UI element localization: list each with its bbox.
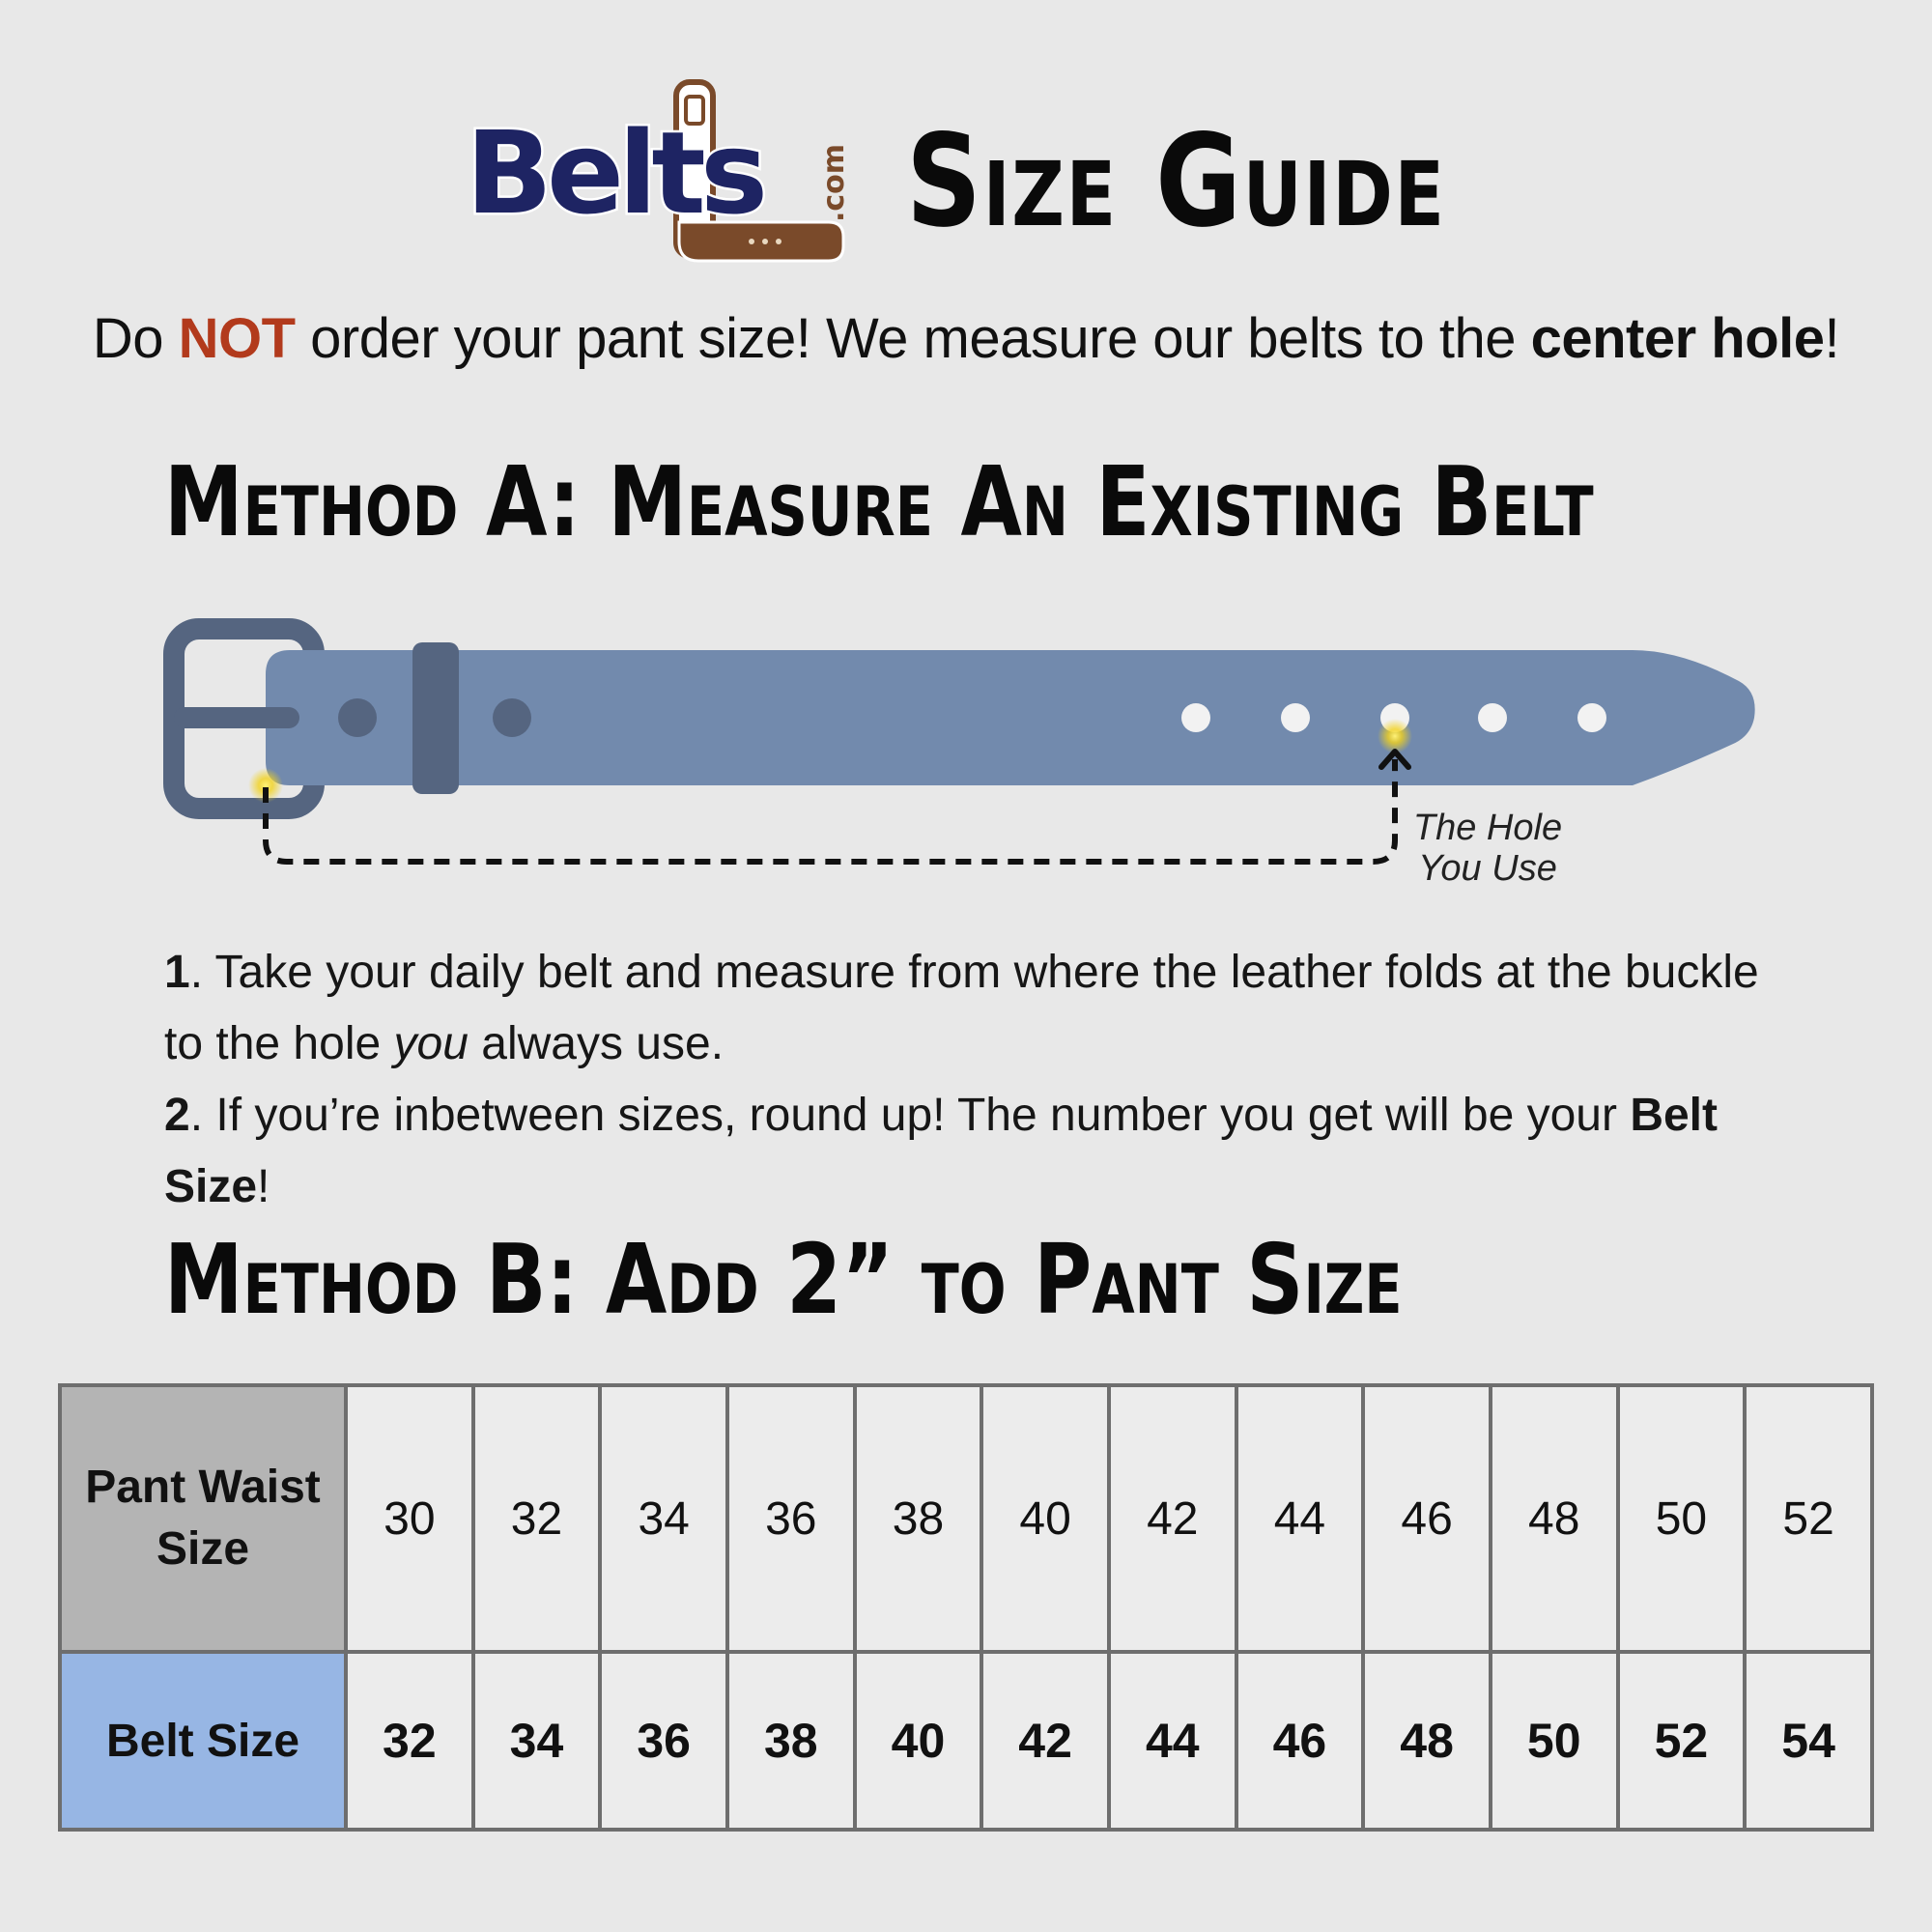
notice-text-2: order your pant size! We measure our belts to the: [295, 307, 1531, 370]
belt-size-cell: 52: [1618, 1652, 1746, 1830]
step-number: 1: [164, 947, 190, 998]
belt-size-cell: 54: [1745, 1652, 1872, 1830]
notice-text-1: Do: [92, 307, 179, 370]
notice-text-3: !: [1824, 307, 1840, 370]
fold-hole: [493, 698, 531, 737]
belt-size-cell: 34: [473, 1652, 601, 1830]
method-a-title: Method A: Measure An Existing Belt: [164, 445, 1594, 558]
step-text: Take your daily belt and measure from where the leather folds at the buckle to the hole: [164, 947, 1759, 1069]
hole-label: [1410, 808, 1565, 889]
pant-size-cell: 36: [727, 1385, 855, 1652]
belt-size-cell: 44: [1109, 1652, 1236, 1830]
belt-size-cell: 32: [346, 1652, 473, 1830]
step-italic: you: [393, 1018, 469, 1069]
svg-text:.com: .com: [817, 143, 851, 222]
header: [0, 68, 1932, 280]
fold-hole: [338, 698, 377, 737]
belt-size-row: [60, 1652, 1872, 1830]
belt-hole: [1577, 703, 1606, 732]
pant-size-cell: 40: [981, 1385, 1109, 1652]
belt-strap: [266, 650, 1755, 785]
step-text: !: [257, 1161, 270, 1212]
step-number: 2: [164, 1090, 190, 1141]
pant-size-cell: 34: [600, 1385, 727, 1652]
hole-point-marker: [1378, 719, 1412, 753]
belt-size-cell: 50: [1491, 1652, 1618, 1830]
sizing-notice: [0, 305, 1932, 373]
method-a-steps: [164, 937, 1806, 1223]
size-table: [58, 1383, 1874, 1832]
pant-size-row: [60, 1385, 1872, 1652]
method-b-title: Method B: Add 2” to Pant Size: [164, 1223, 1403, 1336]
pant-size-cell: 32: [473, 1385, 601, 1652]
belt-size-cell: 42: [981, 1652, 1109, 1830]
svg-text:Belts: Belts: [466, 106, 763, 240]
step-2: 2. If you’re inbetween sizes, round up! The number you get will be your Belt Size!: [164, 1090, 1718, 1212]
belt-hole: [1281, 703, 1310, 732]
belt-keeper: [412, 642, 459, 794]
pant-size-cell: 42: [1109, 1385, 1236, 1652]
step-text: always use.: [468, 1018, 724, 1069]
pant-size-cell: 52: [1745, 1385, 1872, 1652]
belt-size-header: Belt Size: [60, 1652, 346, 1830]
pant-size-cell: 30: [346, 1385, 473, 1652]
belt-hole: [1181, 703, 1210, 732]
hole-label-line1: The Hole: [1412, 808, 1563, 848]
belt-diagram: [0, 599, 1932, 918]
belt-size-cell: 36: [600, 1652, 727, 1830]
pant-size-cell: 50: [1618, 1385, 1746, 1652]
page-title: Size Guide: [906, 107, 1446, 256]
pant-size-cell: 48: [1491, 1385, 1618, 1652]
step-1: 1. Take your daily belt and measure from where the leather folds at the buckle to the hole you always use.: [164, 947, 1759, 1069]
notice-center-hole: center hole: [1530, 307, 1825, 370]
pant-waist-header: Pant Waist Size: [60, 1385, 346, 1652]
belt-size-cell: 46: [1236, 1652, 1364, 1830]
buckle-prong: [174, 707, 299, 728]
belt-hole: [1478, 703, 1507, 732]
step-text: If you’re inbetween sizes, round up! The number you get will be your: [215, 1090, 1631, 1141]
pant-size-cell: 44: [1236, 1385, 1364, 1652]
hole-label-line2: You Use: [1418, 848, 1557, 889]
pant-size-cell: 38: [855, 1385, 982, 1652]
belt-size-cell: 40: [855, 1652, 982, 1830]
pant-size-cell: 46: [1363, 1385, 1491, 1652]
belt-size-cell: 38: [727, 1652, 855, 1830]
notice-not: NOT: [178, 307, 296, 370]
belts-logo: [462, 77, 852, 270]
step-bold: Belt Size: [164, 1090, 1718, 1212]
belt-size-cell: 48: [1363, 1652, 1491, 1830]
